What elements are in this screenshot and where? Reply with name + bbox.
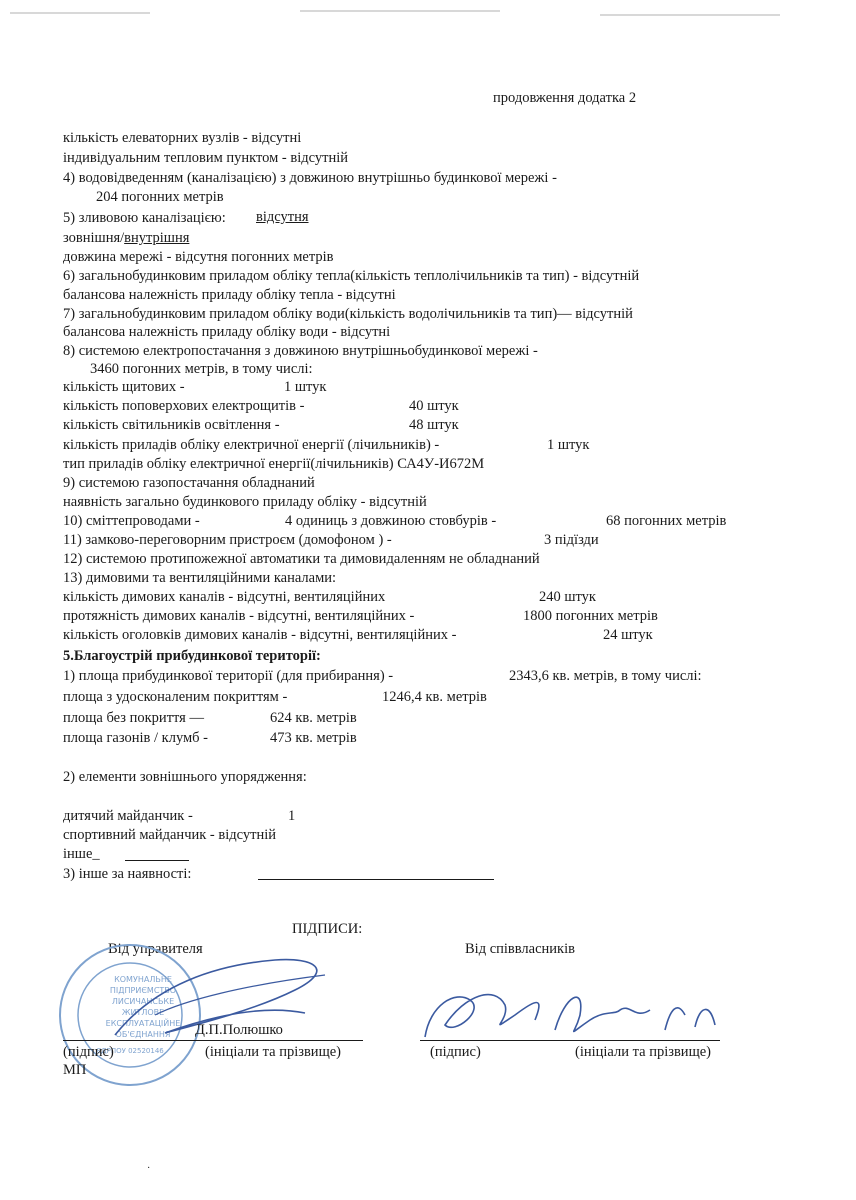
svg-text:ЛИСИЧАНСЬКЕ: ЛИСИЧАНСЬКЕ bbox=[111, 997, 175, 1006]
manager-initials-caption: (ініціали та прізвище) bbox=[205, 1044, 341, 1060]
line-vent-heads-value: 24 штук bbox=[603, 627, 653, 643]
line-water-meter: 7) загальнобудинковим приладом обліку води(кількість водолічильників та тип)— відсутній bbox=[63, 306, 633, 322]
line-elevator-nodes: кількість елеваторних вузлів - відсутні bbox=[63, 130, 302, 146]
signatures-title: ПІДПИСИ: bbox=[292, 921, 363, 937]
svg-text:ЖИТЛОВЕ: ЖИТЛОВЕ bbox=[121, 1008, 165, 1017]
from-owners-label: Від співвласників bbox=[465, 941, 575, 957]
svg-text:ОБ'ЄДНАННЯ: ОБ'ЄДНАННЯ bbox=[115, 1030, 171, 1039]
line-floor-panels-value: 40 штук bbox=[409, 398, 459, 414]
page-header: продовження додатка 2 bbox=[493, 90, 637, 106]
owners-sign-caption: (підпис) bbox=[430, 1044, 481, 1060]
line-external-elements: 2) елементи зовнішнього упорядження: bbox=[63, 769, 307, 785]
external-label: зовнішня/ bbox=[63, 230, 125, 246]
line-garbage-label: 10) сміттепроводами - bbox=[63, 513, 200, 529]
line-meter-type: тип приладів обліку електричної енергії(лічильників) СА4У-И672М bbox=[63, 456, 485, 472]
section-title-territory: 5.Благоустрій прибудинкової території: bbox=[63, 648, 321, 664]
line-heat-meter-balance: балансова належність приладу обліку тепла - відсутні bbox=[63, 287, 396, 303]
svg-text:КОМУНАЛЬНЕ: КОМУНАЛЬНЕ bbox=[114, 975, 172, 984]
svg-text:ПІДПРИЄМСТВО: ПІДПРИЄМСТВО bbox=[109, 986, 177, 995]
line-garbage-length: 68 погонних метрів bbox=[606, 513, 727, 529]
line-gas-meter: наявність загально будинкового приладу обліку - відсутній bbox=[63, 494, 427, 510]
line-external-internal bbox=[63, 230, 189, 247]
manager-name: Д.П.Полюшко bbox=[195, 1022, 283, 1038]
line-other: інше_ bbox=[63, 846, 100, 862]
line-sewerage: 4) водовідведенням (каналізацією) з довжиною внутрішньо будинкової мережі - bbox=[63, 170, 557, 186]
line-network-length: довжина мережі - відсутня погонних метрів bbox=[63, 249, 334, 265]
line-heat-meter: 6) загальнобудинковим приладом обліку тепла(кількість теплолічильників та тип) - відсутній bbox=[63, 268, 640, 284]
line-uncovered-area-value: 624 кв. метрів bbox=[270, 710, 357, 726]
other-if-any-blank-line bbox=[258, 879, 494, 880]
line-vent-length-label: протяжність димових каналів - відсутні, вентиляційних - bbox=[63, 608, 415, 624]
line-sewerage-length: 204 погонних метрів bbox=[96, 189, 224, 205]
line-storm-value: відсутня bbox=[256, 209, 309, 225]
line-chimney-heading: 13) димовими та вентиляційними каналами: bbox=[63, 570, 337, 586]
scan-artifact bbox=[300, 10, 500, 12]
line-vent-count-value: 240 штук bbox=[539, 589, 596, 605]
line-meters-value: 1 штук bbox=[547, 437, 590, 453]
svg-text:ЕКСПЛУАТАЦІЙНЕ: ЕКСПЛУАТАЦІЙНЕ bbox=[105, 1019, 181, 1028]
scan-dot: · bbox=[147, 1163, 151, 1174]
other-blank-line bbox=[125, 860, 189, 861]
line-gas: 9) системою газопостачання обладнаний bbox=[63, 475, 315, 491]
line-electric-length: 3460 погонних метрів, в тому числі: bbox=[90, 361, 313, 377]
owners-initials-caption: (ініціали та прізвище) bbox=[575, 1044, 711, 1060]
stamp-place-label: МП bbox=[63, 1062, 87, 1078]
svg-text:ЄДРПОУ 02520146: ЄДРПОУ 02520146 bbox=[96, 1047, 164, 1055]
line-storm-label: 5) зливовою каналізацією: bbox=[63, 210, 226, 226]
line-water-meter-balance: балансова належність приладу обліку води - відсутні bbox=[63, 324, 391, 340]
line-vent-length-value: 1800 погонних метрів bbox=[523, 608, 658, 624]
line-intercom-label: 11) замково-переговорним пристроєм (домофоном ) - bbox=[63, 532, 392, 548]
line-meters-label: кількість приладів обліку електричної енергії (лічильників) - bbox=[63, 437, 440, 453]
owners-signature bbox=[415, 975, 725, 1055]
manager-signature-line bbox=[63, 1040, 363, 1041]
line-improved-area-label: площа з удосконаленим покриттям - bbox=[63, 689, 288, 705]
line-garbage-count: 4 одиниць з довжиною стовбурів - bbox=[285, 513, 497, 529]
line-lamps-value: 48 штук bbox=[409, 417, 459, 433]
line-territory-area-label: 1) площа прибудинкової території (для прибирання) - bbox=[63, 668, 394, 684]
line-electric: 8) системою електропостачання з довжиною внутрішньобудинкової мережі - bbox=[63, 343, 538, 359]
line-other-if-any: 3) інше за наявності: bbox=[63, 866, 192, 882]
scan-artifact bbox=[600, 14, 780, 16]
line-switchboards-value: 1 штук bbox=[284, 379, 327, 395]
scan-artifact bbox=[10, 12, 150, 14]
line-playground-label: дитячий майданчик - bbox=[63, 808, 193, 824]
line-lawns-area-label: площа газонів / клумб - bbox=[63, 730, 209, 746]
line-vent-count-label: кількість димових каналів - відсутні, вентиляційних bbox=[63, 589, 386, 605]
owners-signature-line bbox=[420, 1040, 720, 1041]
manager-sign-caption: (підпис) bbox=[63, 1044, 114, 1060]
line-floor-panels-label: кількість поповерхових електрощитів - bbox=[63, 398, 305, 414]
line-vent-heads-label: кількість оголовків димових каналів - відсутні, вентиляційних - bbox=[63, 627, 457, 643]
line-lamps-label: кількість світильників освітлення - bbox=[63, 417, 280, 433]
line-uncovered-area-label: площа без покриття — bbox=[63, 710, 204, 726]
line-sports-ground: спортивний майданчик - відсутній bbox=[63, 827, 277, 843]
line-fire-automation: 12) системою протипожежної автоматики та димовидаленням не обладнаний bbox=[63, 551, 540, 567]
line-territory-area-value: 2343,6 кв. метрів, в тому числі: bbox=[509, 668, 702, 684]
line-heat-point: індивідуальним тепловим пунктом - відсутній bbox=[63, 150, 349, 166]
line-lawns-area-value: 473 кв. метрів bbox=[270, 730, 357, 746]
line-intercom-value: 3 підїзди bbox=[544, 532, 599, 548]
line-playground-value: 1 bbox=[288, 808, 296, 824]
internal-label: внутрішня bbox=[124, 230, 190, 246]
from-manager-label: Від управителя bbox=[108, 941, 203, 957]
line-improved-area-value: 1246,4 кв. метрів bbox=[382, 689, 487, 705]
line-switchboards-label: кількість щитових - bbox=[63, 379, 185, 395]
